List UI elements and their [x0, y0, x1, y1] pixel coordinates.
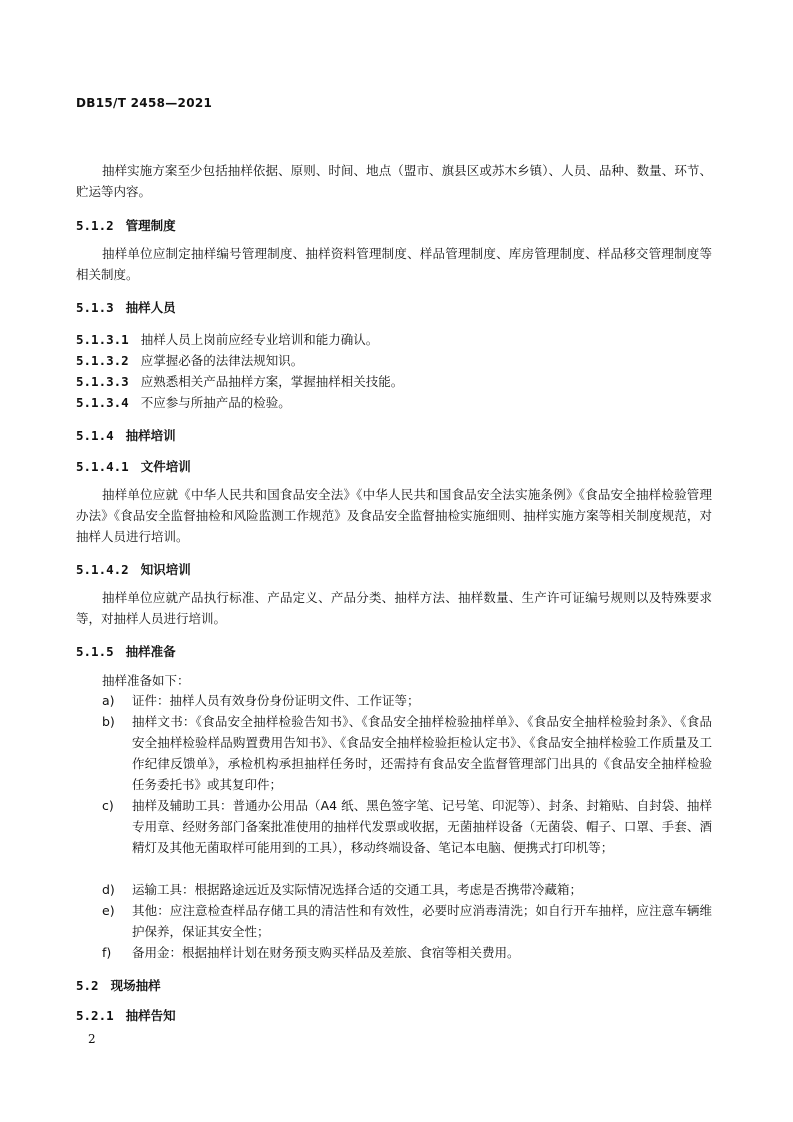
clause-text: 抽样人员上岗前应经专业培训和能力确认。	[140, 332, 379, 347]
heading-5-1-3	[76, 298, 176, 316]
list-marker: d)	[102, 882, 115, 897]
heading-number: 5.1.4.2	[76, 562, 129, 577]
heading-5-1-4-1	[76, 457, 191, 475]
list-marker: e)	[102, 903, 115, 918]
heading-5-2-1	[76, 1006, 176, 1024]
heading-number: 5.1.4.1	[76, 459, 129, 474]
clause-text: 应熟悉相关产品抽样方案，掌握抽样相关技能。	[140, 374, 404, 389]
clause-text: 应掌握必备的法律法规知识。	[140, 353, 304, 368]
clause-number: 5.1.3.2	[76, 353, 129, 368]
list-marker: b)	[102, 714, 115, 729]
clause-5-1-3-3	[76, 372, 403, 390]
heading-title: 抽样准备	[125, 644, 176, 659]
list-lead: 抽样准备如下：	[102, 673, 190, 688]
heading-title: 管理制度	[125, 218, 176, 233]
document-code: DB15/T 2458—2021	[76, 96, 213, 110]
page-number: 2	[88, 1032, 96, 1046]
clause-5-1-3-1	[76, 330, 378, 348]
heading-5-1-4	[76, 426, 176, 444]
heading-title: 抽样培训	[125, 428, 176, 443]
heading-number: 5.1.2	[76, 218, 114, 233]
list-item	[102, 711, 712, 795]
clause-5-1-3-4	[76, 393, 291, 411]
clause-5-1-3-2	[76, 351, 303, 369]
paragraph-5-1-4-1: 抽样单位应就《中华人民共和国食品安全法》《中华人民共和国食品安全法实施条例》《食品安全抽样检验管理办法》《食品安全监督抽检和风险监测工作规范》及食品安全监督抽检实施细则、抽样实施方案等相关制度规范，对抽样人员进行培训。	[76, 487, 712, 544]
list-text: 抽样及辅助工具：普通办公用品（A4 纸、黑色签字笔、记号笔、印泥等）、封条、封箱贴、自封袋、抽样专用章、经财务部门备案批准使用的抽样代发票或收据，无菌抽样设备（无菌袋、帽子、口罩、手套、酒精灯及其他无菌取样可能用到的工具），移动终端设备、笔记本电脑、便携式打印机等；	[132, 798, 712, 855]
heading-5-1-2	[76, 216, 176, 234]
list-item	[102, 942, 712, 963]
clause-number: 5.1.3.3	[76, 374, 129, 389]
list-marker: f)	[102, 945, 112, 960]
intro-paragraph: 抽样实施方案至少包括抽样依据、原则、时间、地点（盟市、旗县区或苏木乡镇）、人员、品种、数量、环节、贮运等内容。	[76, 163, 712, 199]
heading-title: 文件培训	[140, 459, 191, 474]
paragraph-5-1-2: 抽样单位应制定抽样编号管理制度、抽样资料管理制度、样品管理制度、库房管理制度、样品移交管理制度等相关制度。	[76, 246, 712, 282]
heading-number: 5.1.3	[76, 300, 114, 315]
list-text: 备用金：根据抽样计划在财务预支购买样品及差旅、食宿等相关费用。	[132, 945, 520, 960]
heading-title: 抽样人员	[125, 300, 176, 315]
list-text: 抽样文书：《食品安全抽样检验告知书》、《食品安全抽样检验抽样单》、《食品安全抽样检验封条》、《食品安全抽样检验样品购置费用告知书》、《食品安全抽样检验拒检认定书》、《食品安全抽样检验工作质量及工作纪律反馈单》，承检机构承担抽样任务时，还需持有食品安全监督管理部门出具的《食品安全抽样检验任务委托书》或其复印件；	[132, 714, 712, 792]
heading-5-1-5	[76, 642, 176, 660]
list-item	[102, 900, 712, 942]
list-item	[102, 795, 712, 858]
heading-title: 知识培训	[140, 562, 191, 577]
list-marker: a)	[102, 693, 115, 708]
list-item	[102, 690, 712, 711]
list-text: 其他：应注意检查样品存储工具的清洁性和有效性，必要时应消毒清洗；如自行开车抽样，应注意车辆维护保养，保证其安全性；	[132, 903, 712, 939]
heading-title: 现场抽样	[110, 978, 161, 993]
heading-5-1-4-2	[76, 560, 191, 578]
list-text: 运输工具：根据路途远近及实际情况选择合适的交通工具，考虑是否携带冷藏箱；	[132, 882, 583, 897]
heading-title: 抽样告知	[125, 1008, 176, 1023]
list-marker: c)	[102, 798, 114, 813]
clause-text: 不应参与所抽产品的检验。	[140, 395, 291, 410]
clause-number: 5.1.3.1	[76, 332, 129, 347]
heading-number: 5.1.4	[76, 428, 114, 443]
heading-number: 5.2.1	[76, 1008, 114, 1023]
heading-number: 5.2	[76, 978, 99, 993]
heading-number: 5.1.5	[76, 644, 114, 659]
paragraph-5-1-4-2: 抽样单位应就产品执行标准、产品定义、产品分类、抽样方法、抽样数量、生产许可证编号规则以及特殊要求等，对抽样人员进行培训。	[76, 590, 712, 626]
clause-number: 5.1.3.4	[76, 395, 129, 410]
list-text: 证件：抽样人员有效身份身份证明文件、工作证等；	[132, 693, 420, 708]
list-item	[102, 879, 712, 900]
heading-5-2	[76, 976, 161, 994]
